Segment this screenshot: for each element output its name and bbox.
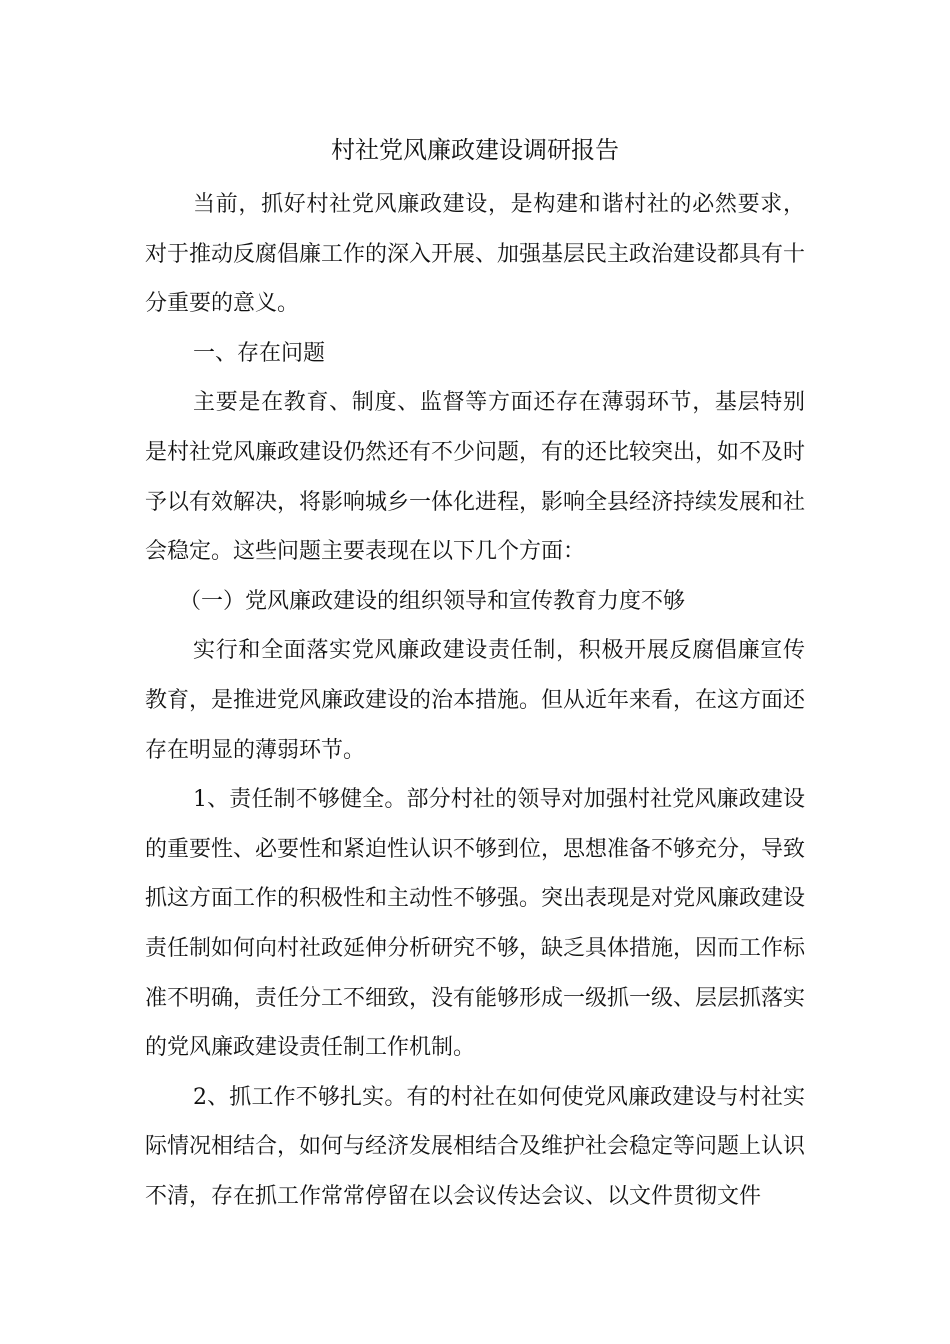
document-body bbox=[145, 180, 805, 1221]
paragraph-point-2: 2、抓工作不够扎实。有的村社在如何使党风廉政建设与村社实际情况相结合，如何与经济发展相结合及维护社会稳定等问题上认识不清，存在抓工作常常停留在以会议传达会议、以文件贯彻文件 bbox=[145, 1084, 806, 1209]
paragraph-intro: 当前，抓好村社党风廉政建设，是构建和谐村社的必然要求，对于推动反腐倡廉工作的深入开展、加强基层民主政治建设都具有十分重要的意义。 bbox=[145, 192, 806, 317]
document-title: 村社党风廉政建设调研报告 bbox=[331, 136, 619, 164]
paragraph-responsibility-system: 实行和全面落实党风廉政建设责任制，积极开展反腐倡廉宣传教育，是推进党风廉政建设的治本措施。但从近年来看，在这方面还存在明显的薄弱环节。 bbox=[145, 638, 806, 763]
section-heading-problems: 一、存在问题 bbox=[193, 340, 326, 366]
subsection-heading-1: （一）党风廉政建设的组织领导和宣传教育力度不够 bbox=[179, 588, 686, 614]
paragraph-point-1: 1、责任制不够健全。部分村社的领导对加强村社党风廉政建设的重要性、必要性和紧迫性认识不够到位，思想准备不够充分，导致抓这方面工作的积极性和主动性不够强。突出表现是对党风廉政建设责任制如何向村社政延伸分析研究不够，缺乏具体措施，因而工作标准不明确，责任分工不细致，没有能够形成一级抓一级、层层抓落实的党风廉政建设责任制工作机制。 bbox=[145, 787, 806, 1061]
paragraph-problems-overview: 主要是在教育、制度、监督等方面还存在薄弱环节，基层特别是村社党风廉政建设仍然还有不少问题，有的还比较突出，如不及时予以有效解决，将影响城乡一体化进程，影响全县经济持续发展和社会稳定。这些问题主要表现在以下几个方面： bbox=[145, 390, 806, 565]
